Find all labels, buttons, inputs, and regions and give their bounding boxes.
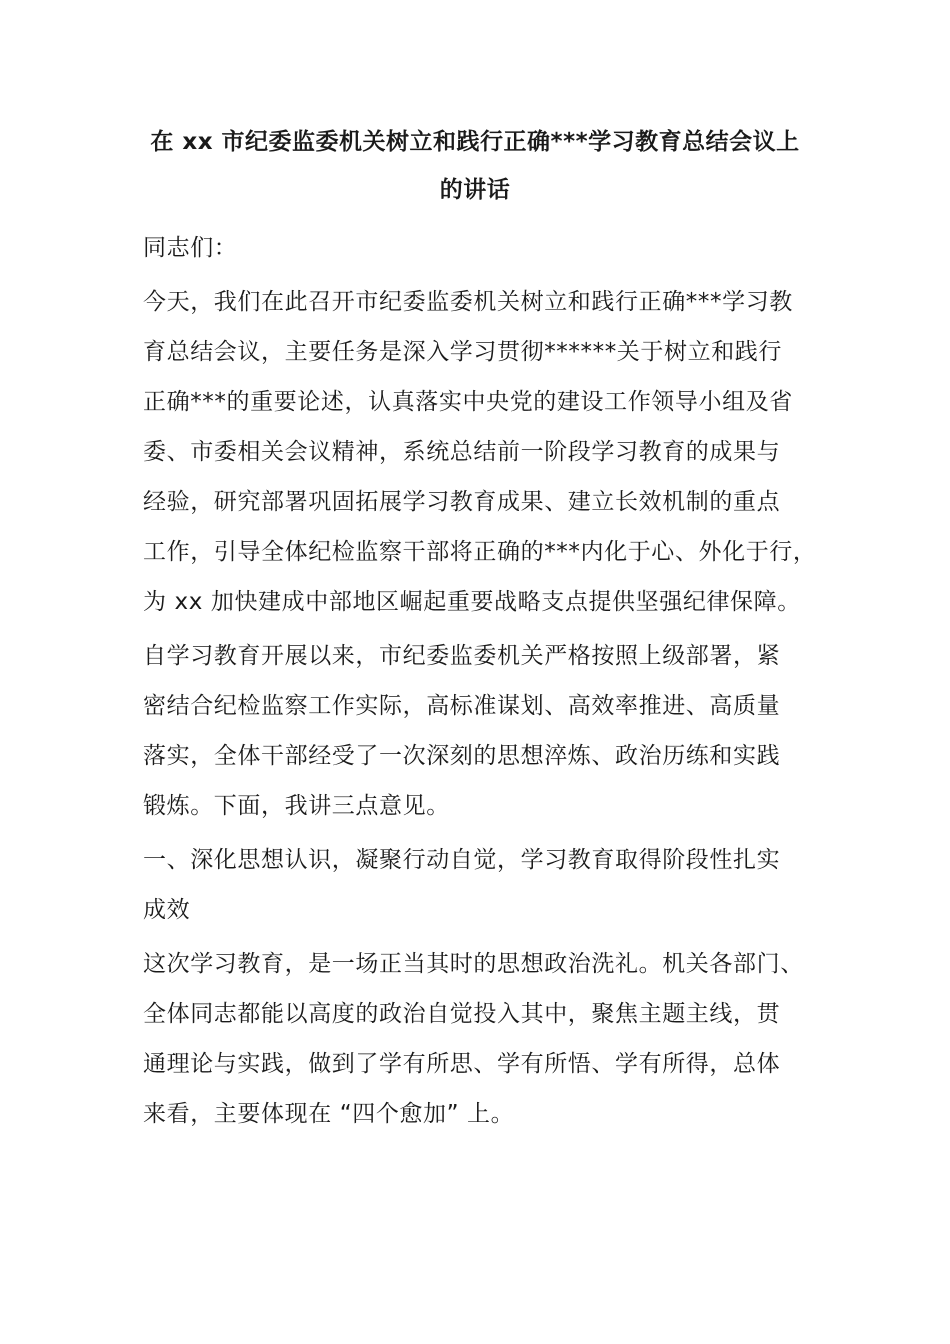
paragraph-line: 这次学习教育，是一场正当其时的思想政治洗礼。机关各部门、	[143, 951, 804, 977]
paragraph-line: 育总结会议，主要任务是深入学习贯彻******关于树立和践行	[143, 339, 782, 365]
paragraph-line: 通理论与实践，做到了学有所思、学有所悟、学有所得，总体	[143, 1051, 781, 1077]
salutation-text: 同志们：	[143, 235, 238, 261]
paragraph-line: 经验，研究部署巩固拓展学习教育成果、建立长效机制的重点	[143, 489, 781, 515]
paragraph-summary	[143, 939, 815, 1139]
paragraph-line: 锻炼。下面，我讲三点意见。	[143, 793, 450, 819]
paragraph-line: 自学习教育开展以来，市纪委监委机关严格按照上级部署，紧	[143, 643, 781, 669]
heading-line: 一、深化思想认识，凝聚行动自觉，学习教育取得阶段性扎实	[143, 847, 781, 873]
heading-line: 成效	[143, 897, 191, 923]
salutation	[143, 223, 815, 273]
paragraph-line: 来看，主要体现在 “四个愈加” 上。	[143, 1101, 515, 1127]
title-line-1: 在 xx 市纪委监委机关树立和践行正确***学习教育总结会议上	[150, 129, 800, 155]
paragraph-line: 全体同志都能以高度的政治自觉投入其中，聚焦主题主线，贯	[143, 1001, 781, 1027]
paragraph-progress	[143, 631, 815, 831]
document-title	[143, 118, 807, 214]
paragraph-line: 密结合纪检监察工作实际，高标准谋划、高效率推进、高质量	[143, 693, 781, 719]
paragraph-line: 今天，我们在此召开市纪委监委机关树立和践行正确***学习教	[143, 289, 793, 315]
title-line-2: 的讲话	[439, 177, 511, 203]
document-body	[143, 223, 815, 1139]
paragraph-line: 落实，全体干部经受了一次深刻的思想淬炼、政治历练和实践	[143, 743, 781, 769]
paragraph-line: 工作，引导全体纪检监察干部将正确的***内化于心、外化于行，	[143, 539, 817, 565]
section-heading-1	[143, 835, 815, 935]
paragraph-opening	[143, 277, 815, 627]
paragraph-line: 正确***的重要论述，认真落实中央党的建设工作领导小组及省	[143, 389, 793, 415]
paragraph-line: 为 xx 加快建成中部地区崛起重要战略支点提供坚强纪律保障。	[143, 589, 801, 615]
paragraph-line: 委、市委相关会议精神，系统总结前一阶段学习教育的成果与	[143, 439, 781, 465]
